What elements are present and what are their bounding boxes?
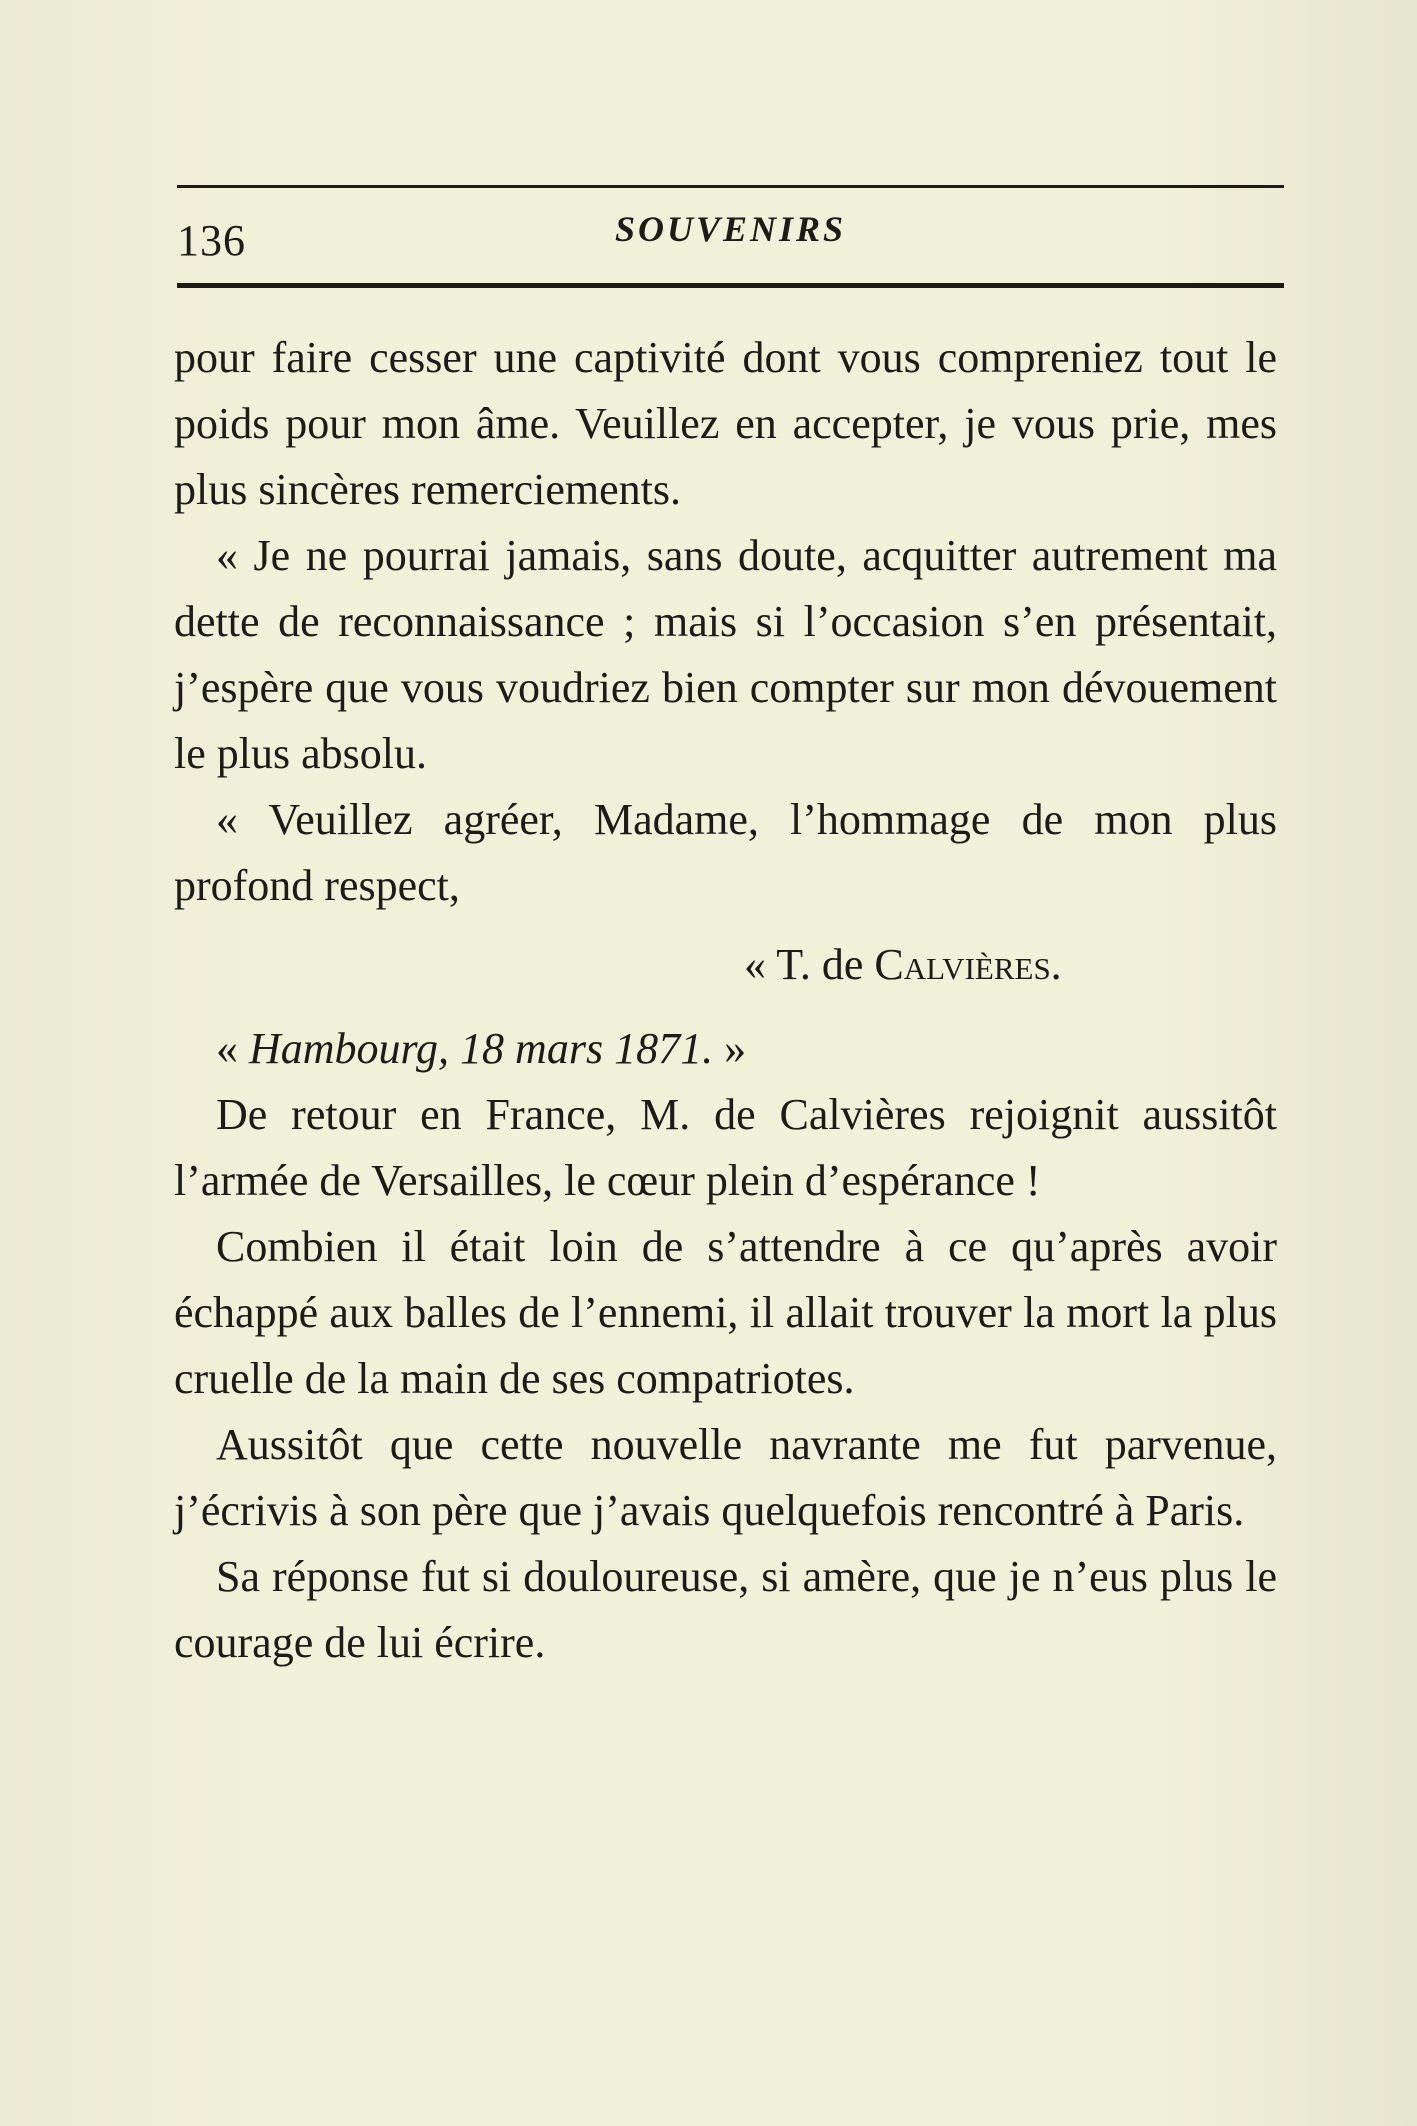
page-header bbox=[177, 205, 1284, 265]
paragraph-letter-continuation: pour faire cesser une captivité dont vous compreniez tout le poids pour mon âme. Veuillez en accepter, je vous prie, mes plus sincères remerciements. bbox=[174, 333, 1277, 514]
paragraph-reply: Sa réponse fut si douloureuse, si amère, que je n’eus plus le courage de lui écrire. bbox=[174, 1552, 1277, 1667]
dateline-text: Hambourg, 18 mars 1871. bbox=[249, 1024, 714, 1073]
paragraph-letter-to-father: Aussitôt que cette nouvelle navrante me fut parvenue, j’écrivis à son père que j’avais quelquefois rencontré à Paris. bbox=[174, 1420, 1277, 1535]
letter-signature bbox=[174, 932, 1277, 998]
page-number: 136 bbox=[177, 216, 246, 265]
dateline-open-quote: « bbox=[216, 1024, 249, 1073]
page-body bbox=[174, 325, 1277, 1676]
letter-dateline bbox=[174, 1016, 1277, 1082]
paragraph-letter-closing: « Veuillez agréer, Madame, l’hommage de mon plus profond respect, bbox=[174, 795, 1277, 910]
running-title: SOUVENIRS bbox=[614, 209, 847, 249]
signature-prefix: « T. de bbox=[744, 940, 875, 989]
paragraph-letter-gratitude: « Je ne pourrai jamais, sans doute, acquitter autrement ma dette de reconnaissance ; mais si l’occasion s’en présentait, j’espère que vous voudriez bien compter sur mon dévouement le plus absolu. bbox=[174, 531, 1277, 778]
header-bottom-rule bbox=[177, 283, 1284, 288]
paragraph-return-to-france: De retour en France, M. de Calvières rejoignit aussitôt l’armée de Versailles, le cœur plein d’espérance ! bbox=[174, 1090, 1277, 1205]
signature-name: Calvières. bbox=[874, 940, 1062, 989]
dateline-close-quote: » bbox=[713, 1024, 747, 1073]
header-top-rule bbox=[177, 185, 1284, 188]
paragraph-death: Combien il était loin de s’attendre à ce qu’après avoir échappé aux balles de l’ennemi, il allait trouver la mort la plus cruelle de la main de ses compatriotes. bbox=[174, 1222, 1277, 1403]
